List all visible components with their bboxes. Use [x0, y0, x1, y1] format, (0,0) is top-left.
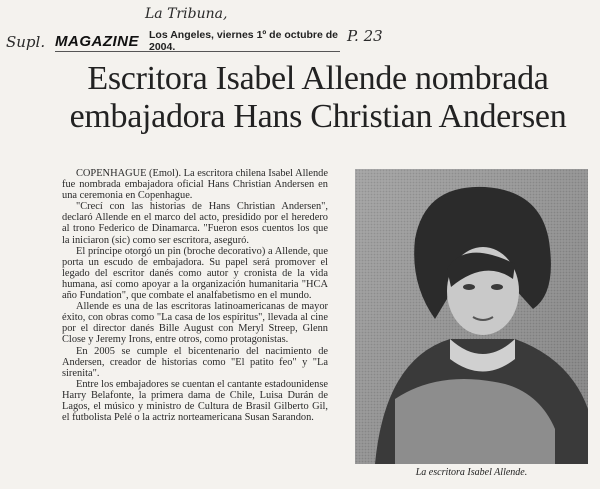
article-paragraph: Entre los embajadores se cuentan el cantante estadounidense Harry Belafonte, la primera dama de Chile, Luisa Durán de Lagos, el músico y ministro de Cultura de Brasil Gilberto Gil, el futbolista Pelé o la actriz norteamericana Susan Sarandon.: [62, 378, 328, 424]
article-body: [62, 168, 328, 484]
handwritten-newspaper-note: La Tribuna,: [145, 6, 228, 22]
handwritten-supplement-note: Supl.: [6, 33, 46, 51]
dateline: Los Angeles, viernes 1º de octubre de 2004.: [149, 29, 339, 53]
article-paragraph: En 2005 se cumple el bicentenario del nacimiento de Andersen, creador de historias como "El patito feo" y "La sirenita".: [62, 345, 328, 379]
article-paragraph: El príncipe otorgó un pin (broche decorativo) a Allende, que porta un escudo de embajadora. Su papel será promover el legado del escritor danés como autor y cronista de la vida humana, así como apoyar a la organización humanitaria "HCA año Fundation", que combate el analfabetismo en el mundo.: [62, 245, 328, 302]
handwritten-page-note: P. 23: [347, 27, 383, 45]
article-paragraph: "Crecí con las historias de Hans Christian Andersen", declaró Allende en el marco del acto, presidido por el heredero al trono Federico de Dinamarca. "Fueron esos cuentos los que la iniciaron (sic) como ser escritora, aseguró.: [62, 201, 328, 246]
masthead-rule: [55, 51, 340, 52]
headline: Escritora Isabel Allende nombrada embajadora Hans Christian Andersen: [69, 60, 567, 135]
article-paragraph: COPENHAGUE (Emol). La escritora chilena Isabel Allende fue nombrada embajadora oficial Hans Christian Andersen en una ceremonia en Copenhague.: [62, 168, 328, 202]
photo-image: [355, 169, 588, 464]
author-photo: [355, 169, 588, 464]
photo-caption: La escritora Isabel Allende.: [415, 467, 528, 478]
article-paragraph: Allende es una de las escritoras latinoamericanas de mayor éxito, con obras como "La casa de los espíritus", llevada al cine por el director danés Bille August con Meryl Streep, Glenn Close y Jeremy Irons, entre otros, como protagonistas.: [62, 301, 328, 346]
section-name: MAGAZINE: [55, 32, 139, 50]
masthead: [55, 31, 340, 51]
